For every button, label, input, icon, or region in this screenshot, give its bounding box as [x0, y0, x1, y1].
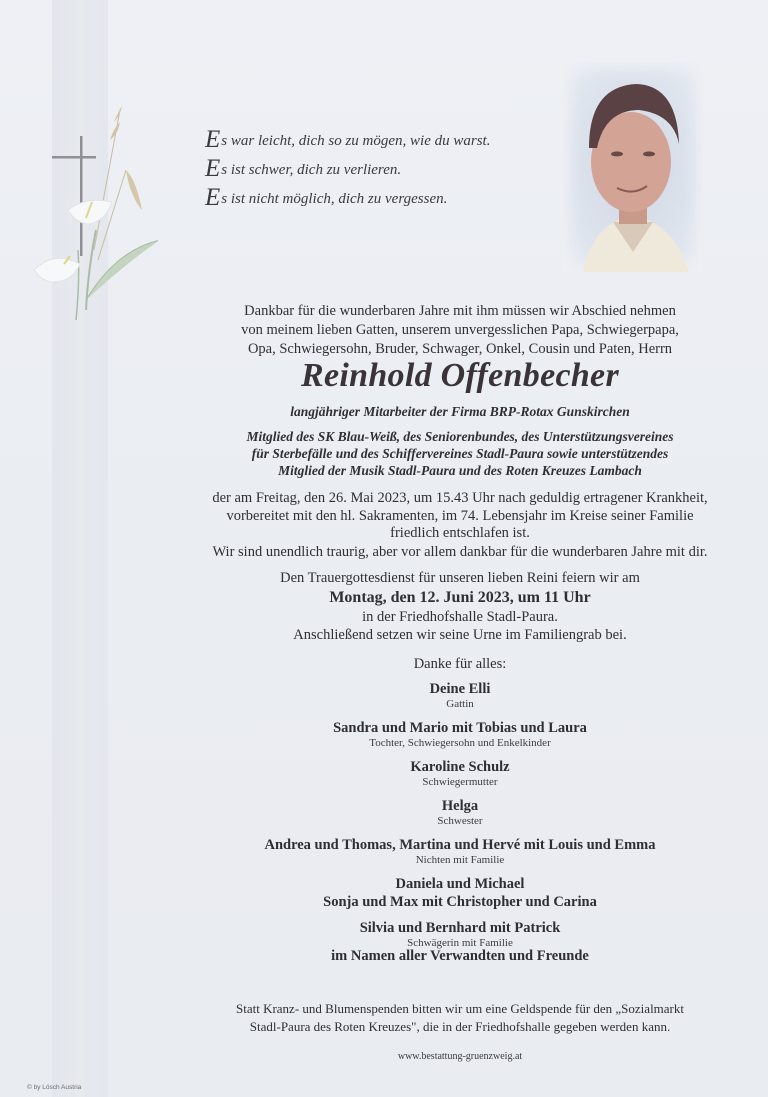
mourner-entry — [160, 719, 760, 750]
memorial-quote — [205, 125, 490, 212]
intro-line: Opa, Schwiegersohn, Bruder, Schwager, Onkel, Cousin und Paten, Herrn — [247, 341, 673, 357]
mourner-relation: Schwägerin mit Familie — [407, 937, 513, 949]
mourner-names: Sonja und Max mit Christopher und Carina — [323, 894, 597, 910]
quote-line — [205, 183, 490, 212]
intro-line: Dankbar für die wunderbaren Jahre mit ihm müssen wir Abschied nehmen — [244, 303, 676, 319]
closing-line: im Namen aller Verwandten und Freunde — [331, 948, 589, 964]
donation-line: Stadl-Paura des Roten Kreuzes", die in der Friedhofshalle gegeben werden kann. — [249, 1019, 671, 1034]
mourners-list — [160, 680, 760, 958]
cross-lily-icon — [28, 100, 158, 330]
quote-initial: E — [205, 184, 221, 211]
memberships-text — [160, 428, 760, 479]
quote-text: s war leicht, dich so zu mögen, wie du warst. — [221, 133, 491, 149]
membership-line: für Sterbefälle und des Schiffervereines Stadl-Paura sowie unterstützendes — [251, 446, 669, 461]
death-notice-line: vorbereitet mit den hl. Sakramenten, im 74. Lebensjahr im Kreise seiner Familie — [226, 507, 694, 524]
mourner-entry — [160, 797, 760, 828]
donation-request — [160, 1000, 760, 1036]
death-notice-line: der am Freitag, den 26. Mai 2023, um 15.43 Uhr nach geduldig ertragener Krankheit, — [212, 490, 708, 506]
portrait-photo — [563, 62, 703, 272]
deceased-name: Reinhold Offenbecher — [301, 357, 619, 394]
urn-burial-note: Anschließend setzen wir seine Urne im Familiengrab bei. — [293, 627, 627, 643]
mourner-relation: Schwester — [437, 815, 483, 827]
mourner-entry — [160, 919, 760, 950]
mourner-relation: Schwiegermutter — [422, 776, 498, 788]
service-intro: Den Trauergottesdienst für unseren lieben Reini feiern wir am — [280, 570, 640, 586]
intro-text — [160, 302, 760, 359]
mourner-relation: Tochter, Schwiegersohn und Enkelkinder — [369, 737, 551, 749]
mourner-names: Andrea und Thomas, Martina und Hervé mit Louis und Emma — [264, 837, 656, 853]
mourner-relation: Gattin — [446, 698, 474, 710]
membership-line: Mitglied der Musik Stadl-Paura und des Roten Kreuzes Lambach — [278, 463, 642, 478]
mourner-entry — [160, 836, 760, 867]
quote-initial: E — [205, 126, 221, 153]
quote-initial: E — [205, 155, 221, 182]
mourner-names: Deine Elli — [429, 681, 491, 697]
quote-line — [205, 125, 490, 154]
grief-line: Wir sind unendlich traurig, aber vor allem dankbar für die wunderbaren Jahre mit dir. — [212, 544, 708, 560]
quote-line — [205, 154, 490, 183]
donation-line: Statt Kranz- und Blumenspenden bitten wir um eine Geldspende für den „Sozialmarkt — [235, 1001, 685, 1016]
mourner-names: Sandra und Mario mit Tobias und Laura — [333, 720, 587, 736]
copyright-text: © by Lösch Austria — [27, 1084, 82, 1091]
membership-line: Mitglied des SK Blau-Weiß, des Seniorenbundes, des Unterstützungsvereines — [246, 429, 674, 444]
employer-text: langjähriger Mitarbeiter der Firma BRP-Rotax Gunskirchen — [290, 404, 630, 419]
website-link[interactable]: www.bestattung-gruenzweig.at — [397, 1051, 523, 1062]
mourner-relation: Nichten mit Familie — [415, 854, 505, 866]
intro-line: von meinem lieben Gatten, unserem unvergesslichen Papa, Schwiegerpapa, — [241, 322, 679, 338]
quote-text: s ist schwer, dich zu verlieren. — [221, 162, 402, 178]
service-location: in der Friedhofshalle Stadl-Paura. — [362, 609, 558, 625]
service-date-time: Montag, den 12. Juni 2023, um 11 Uhr — [329, 589, 591, 606]
mourner-entry — [160, 680, 760, 711]
death-notice — [160, 490, 760, 543]
quote-text: s ist nicht möglich, dich zu vergessen. — [221, 191, 448, 207]
mourner-names: Helga — [441, 798, 479, 814]
mourner-entry — [160, 758, 760, 789]
mourner-names: Karoline Schulz — [410, 759, 510, 775]
death-notice-line: friedlich entschlafen ist. — [390, 525, 530, 541]
thanks-heading: Danke für alles: — [413, 656, 507, 672]
mourner-names: Daniela und Michael — [395, 876, 525, 892]
mourner-entry — [160, 875, 760, 911]
funeral-service — [160, 569, 760, 644]
person-portrait-icon — [563, 62, 703, 272]
mourner-names: Silvia und Bernhard mit Patrick — [359, 920, 561, 936]
